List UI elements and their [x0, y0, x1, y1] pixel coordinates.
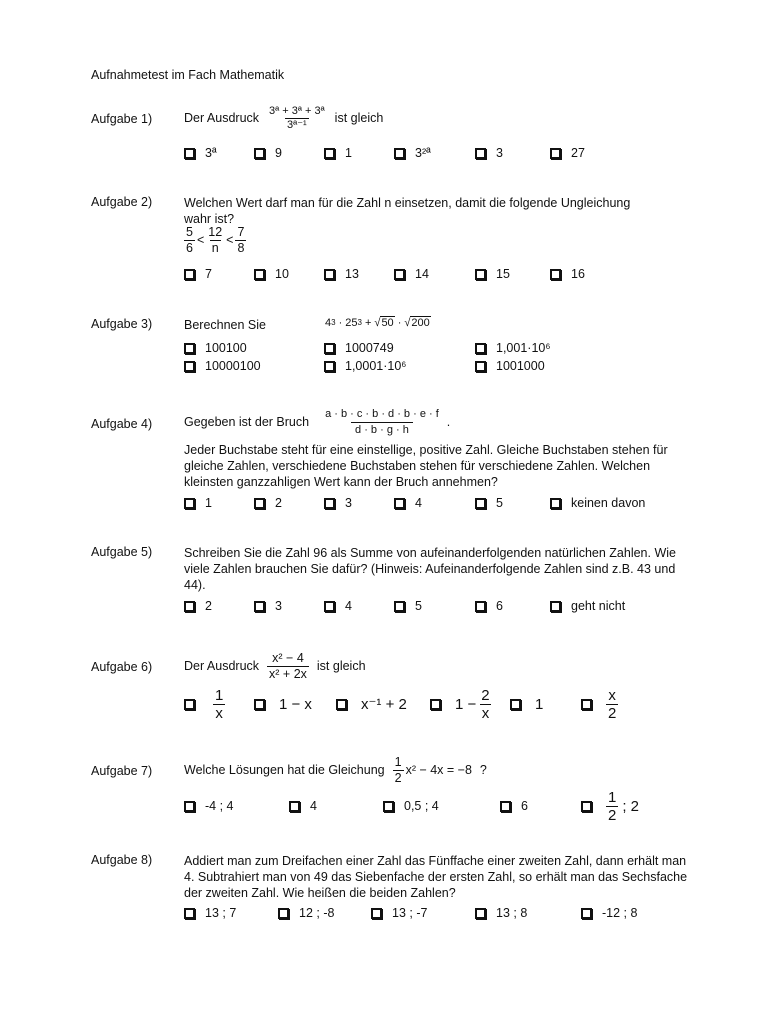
checkbox-icon[interactable]: [475, 343, 486, 354]
task-1-label: Aufgabe 1): [91, 112, 153, 126]
task-6-fraction-num: x² − 4: [272, 651, 304, 665]
checkbox-icon[interactable]: [184, 361, 195, 372]
task-2-option-6[interactable]: [550, 267, 585, 281]
option-label: 9: [275, 146, 282, 160]
checkbox-icon[interactable]: [324, 361, 335, 372]
checkbox-icon[interactable]: [254, 498, 265, 509]
task-3-option-2[interactable]: [324, 341, 394, 355]
option-label: 10: [275, 267, 289, 281]
checkbox-icon[interactable]: [254, 699, 265, 710]
expr-dot-2: ·: [397, 316, 402, 329]
task-5-option-4[interactable]: [394, 599, 422, 613]
task-6-option-3[interactable]: [336, 688, 407, 720]
checkbox-icon[interactable]: [581, 908, 592, 919]
checkbox-icon[interactable]: [184, 699, 195, 710]
option-label: 1,0001·10⁶: [345, 359, 407, 373]
task-4-text: Jeder Buchstabe steht für eine einstellige, positive Zahl. Gleiche Buchstaben stehen für gleiche Zahlen, verschiedene Buchstaben stehen für verschiedene Zahlen. Welchen kleinsten ganzzahligen Wert kann der Bruch annehmen?: [184, 443, 668, 489]
checkbox-icon[interactable]: [184, 908, 195, 919]
task-4-pre: Gegeben ist der Bruch: [184, 415, 310, 429]
task-3-pre: Berechnen Sie: [184, 318, 267, 332]
ineq-den-3: 8: [237, 240, 245, 255]
expr-plus: +: [364, 316, 372, 329]
task-7-fraction-den: 2: [394, 770, 402, 785]
option-num: 2: [481, 686, 490, 704]
option-num: x: [608, 686, 616, 704]
task-6-fraction-den: x² + 2x: [269, 666, 307, 681]
task-1-option-1[interactable]: [184, 146, 217, 160]
ineq-op-1: <: [196, 233, 205, 247]
task-4-question: [184, 404, 714, 440]
option-label: ; 2: [622, 797, 640, 815]
task-4-option-1[interactable]: [184, 496, 212, 510]
option-label: 1,001·10⁶: [496, 341, 551, 355]
option-label: 14: [415, 267, 429, 281]
task-3-label: Aufgabe 3): [91, 317, 153, 331]
checkbox-icon[interactable]: [254, 601, 265, 612]
checkbox-icon[interactable]: [184, 343, 195, 354]
option-label: 3²ª: [415, 146, 431, 160]
task-2-option-2[interactable]: [254, 267, 289, 281]
checkbox-icon[interactable]: [475, 361, 486, 372]
option-label: 1 −: [455, 695, 477, 713]
option-label: 7: [205, 267, 212, 281]
option-fraction: [479, 688, 491, 721]
checkbox-icon[interactable]: [475, 908, 486, 919]
task-1-option-4[interactable]: [394, 146, 431, 160]
ineq-num-1: 5: [186, 225, 193, 239]
sqrt-icon: √: [404, 316, 411, 329]
task-1-option-6[interactable]: [550, 146, 585, 160]
option-label: 16: [571, 267, 585, 281]
task-5-option-5[interactable]: [475, 599, 503, 613]
option-label: 27: [571, 146, 585, 160]
option-num: 1: [608, 788, 617, 806]
option-label: -4 ; 4: [205, 799, 234, 813]
checkbox-icon[interactable]: [278, 908, 289, 919]
checkbox-icon[interactable]: [475, 601, 486, 612]
task-6-option-2[interactable]: [254, 688, 312, 720]
task-7-post: ?: [479, 763, 487, 777]
task-7-fraction: [393, 756, 404, 784]
task-6-option-5[interactable]: [510, 688, 543, 720]
ineq-num-2: 12: [208, 225, 223, 239]
task-8-option-4[interactable]: [475, 906, 527, 920]
task-6-option-6[interactable]: [581, 688, 618, 720]
task-1-fraction-den: 3ª⁻¹: [287, 118, 307, 131]
option-label: -12 ; 8: [602, 906, 638, 920]
checkbox-icon[interactable]: [184, 601, 195, 612]
checkbox-icon[interactable]: [184, 148, 195, 159]
task-8-label: Aufgabe 8): [91, 853, 153, 867]
checkbox-icon[interactable]: [500, 801, 511, 812]
task-3-expression: 4 3 · 25 3 + √ 50 · √ 200: [325, 316, 430, 329]
task-1-option-2[interactable]: [254, 146, 282, 160]
task-2-text-2: wahr ist?: [184, 212, 235, 226]
option-label: 10000100: [205, 359, 261, 373]
option-label: 3: [275, 599, 282, 613]
checkbox-icon[interactable]: [550, 148, 561, 159]
option-label: 1: [205, 496, 212, 510]
checkbox-icon[interactable]: [550, 498, 561, 509]
checkbox-icon[interactable]: [324, 498, 335, 509]
checkbox-icon[interactable]: [324, 601, 335, 612]
option-den: 2: [608, 806, 617, 824]
checkbox-icon[interactable]: [430, 699, 441, 710]
task-3-option-5[interactable]: [324, 359, 406, 373]
expr-dot-1: ·: [338, 316, 343, 329]
checkbox-icon[interactable]: [510, 699, 521, 710]
task-3-option-4[interactable]: [184, 359, 261, 373]
option-label: 6: [521, 799, 528, 813]
task-6-option-1[interactable]: [184, 688, 225, 720]
task-1-post: ist gleich: [334, 111, 384, 125]
task-7-question: [184, 752, 714, 788]
task-4-fraction-den: d · b · g · h: [351, 422, 413, 436]
option-label: 1: [345, 146, 352, 160]
checkbox-icon[interactable]: [475, 148, 486, 159]
option-den: x: [215, 704, 223, 722]
task-1-option-5[interactable]: [475, 146, 503, 160]
task-2-option-1[interactable]: [184, 267, 212, 281]
option-label: 13 ; 7: [205, 906, 237, 920]
task-1-fraction-num: 3ª + 3ª + 3ª: [269, 104, 325, 117]
option-label: 13 ; -7: [392, 906, 428, 920]
task-8-option-2[interactable]: [278, 906, 334, 920]
checkbox-icon[interactable]: [581, 801, 592, 812]
option-label: 2: [275, 496, 282, 510]
task-8-option-1[interactable]: [184, 906, 236, 920]
expr-base-b: 25: [345, 316, 358, 329]
option-fraction: [606, 688, 618, 721]
checkbox-icon[interactable]: [324, 343, 335, 354]
task-5-text: Schreiben Sie die Zahl 96 als Summe von aufeinanderfolgenden natürlichen Zahlen. Wie viele Zahlen brauchen Sie dafür? (Hinweis: Aufeinanderfolgende Zahlen sind z.B. 43 und 44).: [184, 546, 676, 592]
option-label: 6: [496, 599, 503, 613]
checkbox-icon[interactable]: [394, 269, 405, 280]
checkbox-icon[interactable]: [550, 269, 561, 280]
task-1-pre: Der Ausdruck: [184, 111, 260, 125]
page-title: Aufnahmetest im Fach Mathematik: [91, 68, 285, 82]
task-4-option-2[interactable]: [254, 496, 282, 510]
option-label: 1000749: [345, 341, 394, 355]
option-label: 100100: [205, 341, 247, 355]
option-label: 12 ; -8: [299, 906, 335, 920]
option-label: 3: [345, 496, 352, 510]
checkbox-icon[interactable]: [581, 699, 592, 710]
task-4-fraction-num: a · b · c · b · d · b · e · f: [325, 407, 439, 420]
checkbox-icon[interactable]: [394, 148, 405, 159]
task-4-option-6[interactable]: [550, 496, 645, 510]
task-3-option-1[interactable]: [184, 341, 247, 355]
ineq-frac-2: [206, 226, 224, 254]
task-4-option-4[interactable]: [394, 496, 422, 510]
task-2-text-1: Welchen Wert darf man für die Zahl n einsetzen, damit die folgende Ungleichung: [184, 196, 631, 210]
ineq-op-2: <: [226, 233, 234, 247]
task-7-option-2[interactable]: [289, 790, 317, 822]
task-1-fraction: [267, 106, 327, 131]
expr-base-a: 4: [325, 316, 332, 329]
task-6-question: [184, 648, 714, 684]
task-4-post: .: [446, 415, 451, 429]
option-label: 4: [310, 799, 317, 813]
option-label: 4: [415, 496, 422, 510]
task-3-option-6[interactable]: [475, 359, 545, 373]
task-7-pre: Welche Lösungen hat die Gleichung: [184, 763, 385, 777]
checkbox-icon[interactable]: [254, 269, 265, 280]
task-1-option-3[interactable]: [324, 146, 352, 160]
task-4-fraction: [321, 409, 443, 436]
task-7-equation: x² − 4x = −8: [405, 763, 472, 777]
checkbox-icon[interactable]: [371, 908, 382, 919]
checkbox-icon[interactable]: [336, 699, 347, 710]
task-2-label: Aufgabe 2): [91, 195, 153, 209]
task-6-option-4[interactable]: [430, 688, 492, 720]
task-6-post: ist gleich: [316, 659, 366, 673]
option-num: 1: [215, 686, 224, 704]
task-1-question: [184, 100, 714, 136]
task-2-inequality: [184, 226, 246, 254]
sqrt-icon: √: [374, 316, 381, 329]
option-label: keinen davon: [571, 496, 646, 510]
task-6-pre: Der Ausdruck: [184, 659, 260, 673]
task-5-option-1[interactable]: [184, 599, 212, 613]
checkbox-icon[interactable]: [324, 269, 335, 280]
checkbox-icon[interactable]: [184, 498, 195, 509]
checkbox-icon[interactable]: [184, 269, 195, 280]
checkbox-icon[interactable]: [184, 801, 195, 812]
checkbox-icon[interactable]: [550, 601, 561, 612]
checkbox-icon[interactable]: [324, 148, 335, 159]
option-label: 0,5 ; 4: [404, 799, 439, 813]
option-den: x: [481, 704, 490, 722]
option-den: 2: [608, 704, 617, 722]
option-label: 3ª: [205, 146, 217, 160]
option-label: 2: [205, 599, 212, 613]
option-label: geht nicht: [571, 599, 626, 613]
task-7-option-1[interactable]: [184, 790, 234, 822]
task-7-option-4[interactable]: [500, 790, 528, 822]
option-label: 5: [496, 496, 503, 510]
option-label: 13 ; 8: [496, 906, 528, 920]
ineq-frac-3: [235, 226, 246, 254]
task-5-option-3[interactable]: [324, 599, 352, 613]
ineq-num-3: 7: [237, 225, 245, 239]
option-label: x⁻¹ + 2: [361, 696, 407, 713]
task-4-label: Aufgabe 4): [91, 417, 153, 431]
task-2-option-3[interactable]: [324, 267, 359, 281]
checkbox-icon[interactable]: [383, 801, 394, 812]
task-5-label: Aufgabe 5): [91, 545, 153, 559]
ineq-den-1: 6: [186, 240, 193, 255]
option-label: 5: [415, 599, 422, 613]
option-fraction: [606, 790, 618, 823]
task-5-option-2[interactable]: [254, 599, 282, 613]
task-5-option-6[interactable]: [550, 599, 625, 613]
option-label: 4: [345, 599, 352, 613]
option-label: 15: [496, 267, 510, 281]
checkbox-icon[interactable]: [394, 498, 405, 509]
task-7-option-5[interactable]: [581, 790, 639, 822]
task-3-option-3[interactable]: [475, 341, 551, 355]
checkbox-icon[interactable]: [475, 498, 486, 509]
option-fraction: [213, 688, 225, 721]
task-8-text: Addiert man zum Dreifachen einer Zahl das Fünffache einer zweiten Zahl, dann erhält man 4. Subtrahiert man von 49 das Siebenfache der ersten Zahl, so erhält man das Sechsfache der zweiten Zahl. Wie heißen die beiden Zahlen?: [184, 854, 688, 900]
ineq-frac-1: [184, 226, 195, 254]
option-label: 1001000: [496, 359, 545, 373]
expr-root-1: 50: [381, 317, 394, 329]
task-2-option-5[interactable]: [475, 267, 510, 281]
checkbox-icon[interactable]: [475, 269, 486, 280]
task-4-option-3[interactable]: [324, 496, 352, 510]
task-7-label: Aufgabe 7): [91, 764, 153, 778]
checkbox-icon[interactable]: [394, 601, 405, 612]
option-label: 1 − x: [279, 695, 312, 713]
task-8-option-5[interactable]: [581, 906, 637, 920]
checkbox-icon[interactable]: [254, 148, 265, 159]
task-4-option-5[interactable]: [475, 496, 503, 510]
task-6-label: Aufgabe 6): [91, 660, 153, 674]
task-7-option-3[interactable]: [383, 790, 439, 822]
task-8-option-3[interactable]: [371, 906, 427, 920]
task-6-fraction: [267, 652, 309, 680]
ineq-den-2: n: [211, 240, 219, 255]
option-label: 1: [535, 695, 544, 713]
task-2-option-4[interactable]: [394, 267, 429, 281]
option-label: 3: [496, 146, 503, 160]
checkbox-icon[interactable]: [289, 801, 300, 812]
option-label: 13: [345, 267, 359, 281]
task-7-fraction-num: 1: [394, 755, 402, 769]
expr-root-2: 200: [411, 317, 430, 329]
